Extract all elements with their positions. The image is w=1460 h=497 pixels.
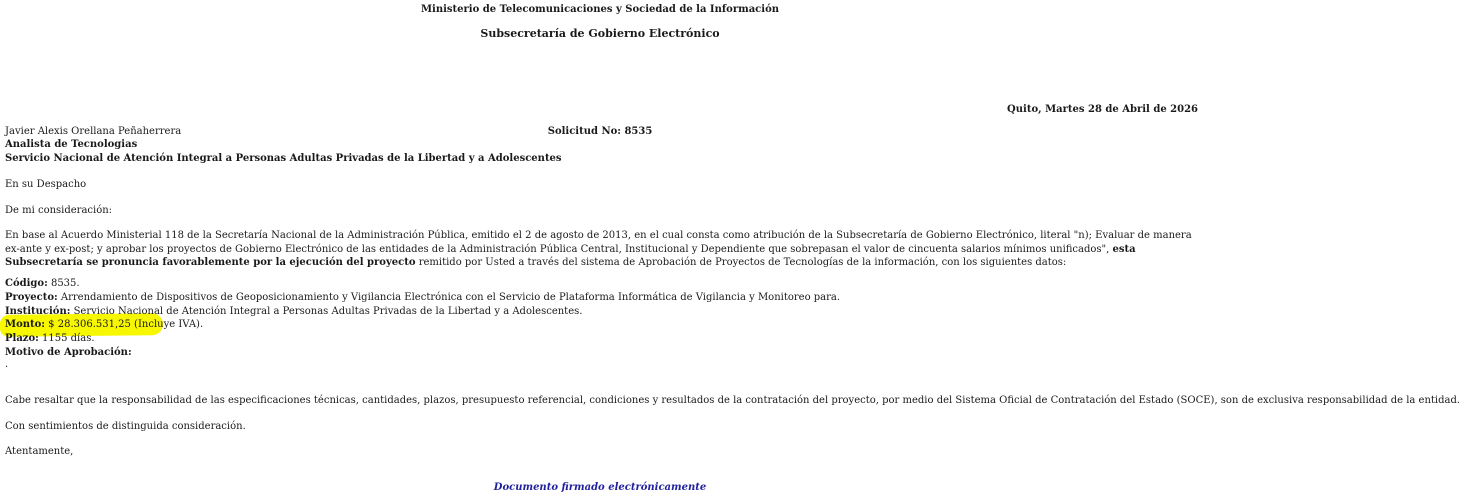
codigo-label: Código: bbox=[5, 278, 48, 289]
despacho-line: En su Despacho bbox=[5, 179, 87, 190]
motivo-value: . bbox=[5, 359, 9, 370]
body-text-part2: remitido por Usted a través del sistema de Aprobación de Proyectos de Tecnologías de la información, con los siguientes datos: bbox=[415, 257, 1067, 268]
subsecretaria-header: Subsecretaría de Gobierno Electrónico bbox=[480, 27, 720, 40]
recipient-name: Javier Alexis Orellana Peñaherrera bbox=[5, 126, 182, 137]
body-text-part1: En base al Acuerdo Ministerial 118 de la Secretaría Nacional de la Administración Pública, emitido el 2 de agosto de 2013, en el cual consta como atribución de la Subsecretaría de Gobierno Electrónico, literal "n); Evaluar de manera ex-ante y ex-post; y aprobar los proyectos de Gobierno Electrónico de las entidades de la Administración Pública Central, Institucional y Dependiente que sobrepasan el valor de cincuenta salarios mínimos unificados", bbox=[5, 230, 1192, 255]
responsibility-paragraph: Cabe resaltar que la responsabilidad de las especificaciones técnicas, cantidades, plazos, presupuesto referencial, condiciones y resultados de la contratación del proyecto, por medio del Sistema Oficial de Contratación del Estado (SOCE), son de exclusiva responsabilidad de la entidad. bbox=[5, 395, 1460, 406]
closing-line: Con sentimientos de distinguida consideración. bbox=[5, 421, 246, 432]
proyecto-value: Arrendamiento de Dispositivos de Geoposicionamiento y Vigilancia Electrónica con el Servicio de Plataforma Informática de Vigilancia y Monitoreo para. bbox=[57, 292, 841, 303]
institucion-label: Institución: bbox=[5, 306, 71, 317]
date-line: Quito, Martes 28 de Abril de 2026 bbox=[1007, 104, 1198, 115]
plazo-value: 1155 días. bbox=[38, 333, 95, 344]
salutation: De mi consideración: bbox=[5, 205, 113, 216]
field-monto bbox=[5, 318, 203, 331]
field-institucion bbox=[5, 305, 582, 318]
field-codigo bbox=[5, 277, 80, 290]
body-paragraph bbox=[5, 229, 1197, 270]
ministry-header: Ministerio de Telecomunicaciones y Sociedad de la Información bbox=[420, 4, 780, 15]
atentamente-line: Atentamente, bbox=[5, 446, 74, 457]
monto-value: $ 28.306.531,25 (Incluye IVA). bbox=[45, 319, 204, 330]
proyecto-label: Proyecto: bbox=[5, 292, 58, 303]
recipient-institution: Servicio Nacional de Atención Integral a Personas Adultas Privadas de la Libertad y a Adolescentes bbox=[5, 153, 562, 164]
signed-electronically: Documento firmado electrónicamente bbox=[493, 482, 707, 493]
solicitud-number: Solicitud No: 8535 bbox=[547, 126, 653, 137]
codigo-value: 8535. bbox=[47, 278, 80, 289]
field-plazo bbox=[5, 332, 95, 345]
monto-label: Monto: bbox=[5, 319, 45, 330]
field-proyecto bbox=[5, 291, 840, 304]
body-text-bold: esta Subsecretaría se pronuncia favorablemente por la ejecución del proyecto bbox=[5, 243, 1136, 268]
recipient-role: Analista de Tecnologias bbox=[5, 139, 138, 150]
plazo-label: Plazo: bbox=[5, 333, 39, 344]
institucion-value: Servicio Nacional de Atención Integral a Personas Adultas Privadas de la Libertad y a Adolescentes. bbox=[70, 306, 583, 317]
motivo-label: Motivo de Aprobación: bbox=[5, 347, 132, 358]
